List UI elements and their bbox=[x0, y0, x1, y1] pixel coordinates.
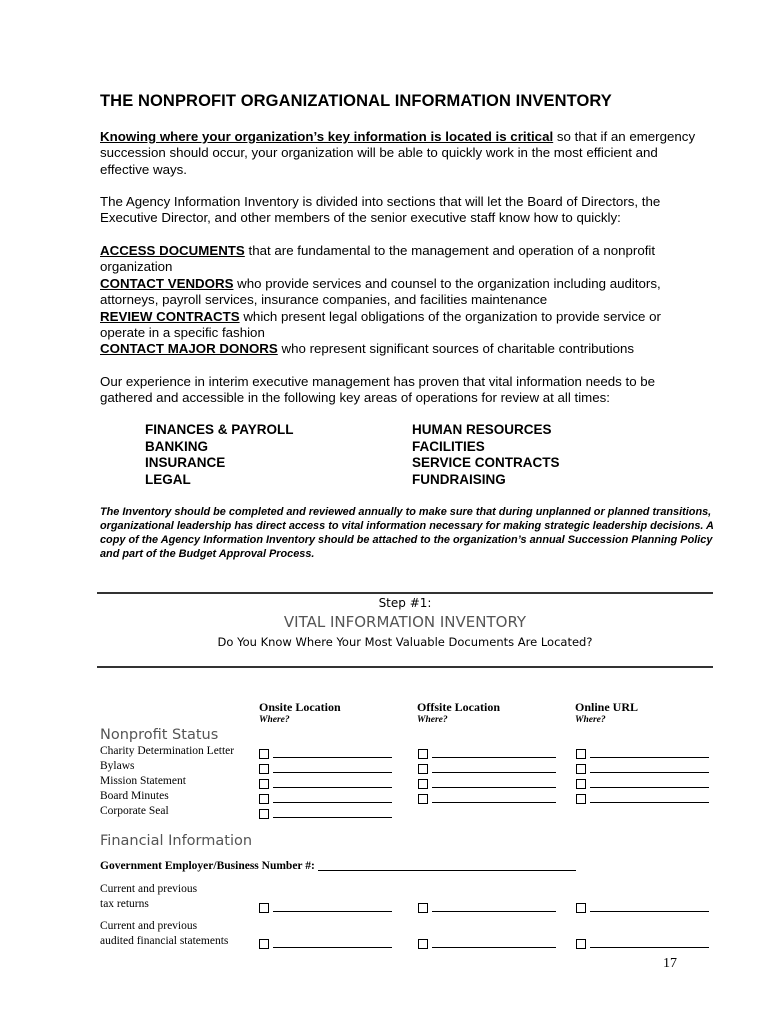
item-label-line1: Current and previous bbox=[100, 883, 198, 895]
item-label-line2: audited financial statements bbox=[100, 935, 229, 947]
offsite-checkbox[interactable] bbox=[418, 749, 428, 759]
onsite-blank-line[interactable] bbox=[273, 776, 392, 788]
onsite-checkbox[interactable] bbox=[259, 749, 269, 759]
onsite-checkbox[interactable] bbox=[259, 809, 269, 819]
experience-paragraph: Our experience in interim executive management has proven that vital information needs to be gathered and accessible in the following key areas of operations for review at all times: bbox=[100, 374, 656, 406]
employer-number-row bbox=[100, 859, 576, 872]
column-header-onsite: Onsite Location bbox=[259, 700, 341, 714]
key-area: FUNDRAISING bbox=[412, 471, 506, 487]
action-label: CONTACT MAJOR DONORS bbox=[100, 341, 278, 357]
onsite-checkbox[interactable] bbox=[259, 794, 269, 804]
offsite-checkbox[interactable] bbox=[418, 779, 428, 789]
key-area: HUMAN RESOURCES bbox=[412, 422, 552, 437]
online-blank-line[interactable] bbox=[590, 936, 709, 948]
onsite-blank-line[interactable] bbox=[273, 761, 392, 773]
step-label: Step #1: bbox=[378, 596, 432, 610]
online-blank-line[interactable] bbox=[590, 791, 709, 803]
offsite-blank-line[interactable] bbox=[432, 791, 556, 803]
offsite-checkbox[interactable] bbox=[418, 794, 428, 804]
action-item bbox=[100, 276, 700, 309]
item-label: Corporate Seal bbox=[100, 805, 169, 817]
offsite-blank-line[interactable] bbox=[432, 776, 556, 788]
key-area: INSURANCE bbox=[145, 455, 226, 470]
online-checkbox[interactable] bbox=[576, 749, 586, 759]
step-subtitle: Do You Know Where Your Most Valuable Documents Are Located? bbox=[217, 635, 593, 649]
action-label: ACCESS DOCUMENTS bbox=[100, 243, 245, 258]
action-label: CONTACT VENDORS bbox=[100, 275, 234, 291]
action-label: REVIEW CONTRACTS bbox=[100, 308, 240, 324]
financial-item-audited-statements bbox=[100, 919, 228, 949]
nonprofit-status-labels bbox=[100, 744, 234, 819]
online-checkbox[interactable] bbox=[576, 764, 586, 774]
section-heading-nonprofit-status: Nonprofit Status bbox=[100, 727, 219, 743]
action-list bbox=[100, 243, 700, 358]
key-area: FINANCES & PAYROLL bbox=[145, 422, 294, 437]
action-text: that are fundamental to the management and operation of a nonprofit organization bbox=[100, 243, 656, 275]
online-blank-line[interactable] bbox=[590, 746, 709, 758]
inventory-note: The Inventory should be completed and reviewed annually to make sure that during unplanned or planned transitions, organizational leadership has direct access to vital information necessary for making strategic leadership decisions. A copy of the Agency Information Inventory should be attached to the organization’s annual Succession Planning Policy and part of the Budget Approval Process. bbox=[100, 506, 714, 560]
column-header-offsite: Offsite Location bbox=[417, 700, 500, 714]
column-where-offsite: Where? bbox=[417, 715, 448, 725]
online-blank-line[interactable] bbox=[590, 761, 709, 773]
offsite-checkbox[interactable] bbox=[418, 903, 428, 913]
action-text: who represent significant sources of charitable contributions bbox=[277, 341, 635, 357]
action-text: who provide services and counsel to the organization including auditors, attorneys, payroll services, insurance companies, and facilities maintenance bbox=[100, 275, 661, 308]
onsite-blank-line[interactable] bbox=[273, 746, 392, 758]
action-item bbox=[100, 341, 700, 357]
financial-item-tax-returns bbox=[100, 882, 197, 912]
online-checkbox[interactable] bbox=[576, 903, 586, 913]
employer-number-field[interactable] bbox=[318, 859, 576, 871]
item-label: Charity Determination Letter bbox=[100, 745, 235, 757]
column-where-onsite: Where? bbox=[259, 715, 290, 725]
offsite-blank-line[interactable] bbox=[432, 761, 556, 773]
section-heading-financial: Financial Information bbox=[100, 833, 253, 849]
page-title: THE NONPROFIT ORGANIZATIONAL INFORMATION INVENTORY bbox=[100, 92, 612, 110]
column-header-online: Online URL bbox=[575, 700, 639, 714]
intro-lead: Knowing where your organization’s key information is located is critical bbox=[100, 129, 554, 144]
onsite-checkbox[interactable] bbox=[259, 779, 269, 789]
key-area: FACILITIES bbox=[412, 438, 485, 454]
online-blank-line[interactable] bbox=[590, 776, 709, 788]
employer-number-label: Government Employer/Business Number #: bbox=[100, 860, 315, 872]
online-checkbox[interactable] bbox=[576, 794, 586, 804]
offsite-blank-line[interactable] bbox=[432, 900, 556, 912]
action-item bbox=[100, 243, 700, 276]
offsite-checkbox[interactable] bbox=[418, 764, 428, 774]
key-areas-right bbox=[412, 422, 560, 488]
top-divider bbox=[97, 592, 713, 594]
item-label: Mission Statement bbox=[100, 775, 186, 787]
item-label-line1: Current and previous bbox=[100, 920, 198, 932]
offsite-blank-line[interactable] bbox=[432, 746, 556, 758]
sections-paragraph: The Agency Information Inventory is divided into sections that will let the Board of Directors, the Executive Director, and other members of the senior executive staff know how to quickly: bbox=[100, 194, 661, 226]
page-number: 17 bbox=[663, 956, 677, 971]
onsite-checkbox[interactable] bbox=[259, 903, 269, 913]
offsite-blank-line[interactable] bbox=[432, 936, 556, 948]
action-text: which present legal obligations of the organization to provide service or operate in a specific fashion bbox=[100, 308, 661, 341]
item-label-line2: tax returns bbox=[100, 898, 149, 910]
online-blank-line[interactable] bbox=[590, 900, 709, 912]
onsite-blank-line[interactable] bbox=[273, 936, 392, 948]
intro-paragraph bbox=[100, 129, 700, 178]
online-checkbox[interactable] bbox=[576, 939, 586, 949]
action-item bbox=[100, 309, 700, 342]
onsite-blank-line[interactable] bbox=[273, 791, 392, 803]
key-area: SERVICE CONTRACTS bbox=[412, 455, 560, 470]
bottom-divider bbox=[97, 666, 713, 668]
online-checkbox[interactable] bbox=[576, 779, 586, 789]
item-label: Bylaws bbox=[100, 760, 135, 772]
step-title: VITAL INFORMATION INVENTORY bbox=[283, 613, 527, 631]
intro-rest: so that if an emergency succession should occur, your organization will be able to quickly work in the most efficient and effective ways. bbox=[100, 129, 696, 177]
onsite-blank-line[interactable] bbox=[273, 900, 392, 912]
key-areas-left bbox=[145, 422, 294, 488]
item-label: Board Minutes bbox=[100, 790, 169, 802]
offsite-checkbox[interactable] bbox=[418, 939, 428, 949]
key-area: BANKING bbox=[145, 438, 208, 454]
onsite-checkbox[interactable] bbox=[259, 764, 269, 774]
onsite-blank-line[interactable] bbox=[273, 806, 392, 818]
column-where-online: Where? bbox=[575, 715, 606, 725]
key-area: LEGAL bbox=[145, 471, 191, 487]
onsite-checkbox[interactable] bbox=[259, 939, 269, 949]
